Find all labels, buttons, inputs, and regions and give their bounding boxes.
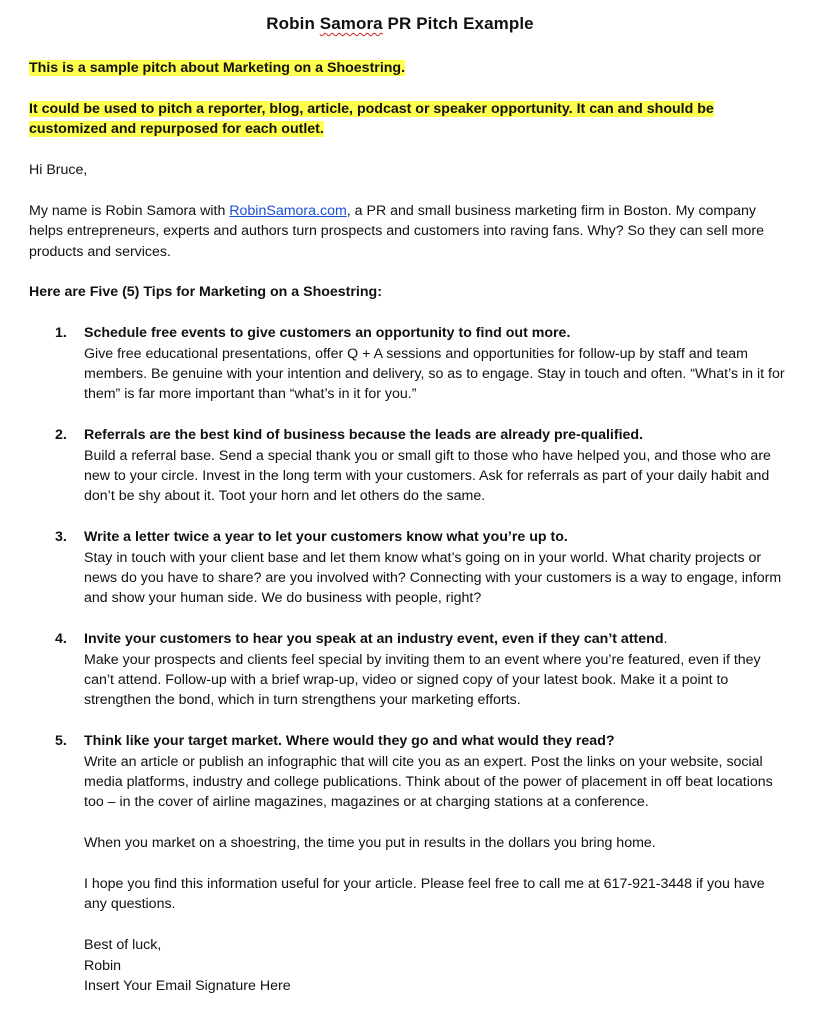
tip-title: Invite your customers to hear you speak at an industry event, even if they can’t attend	[84, 631, 664, 648]
website-link[interactable]: RobinSamora.com	[229, 202, 347, 219]
tip-body: Make your prospects and clients feel special by inviting them to an event where you’re featured, even if they can’t attend. Follow-up with a brief wrap-up, video or signed copy of your latest book. Make it a point to strengthen the bond, which in turn strengthens your marketing efforts.	[84, 651, 761, 709]
greeting: Hi Bruce,	[29, 162, 88, 178]
document-body	[29, 58, 789, 997]
tip-title: Write a letter twice a year to let your customers know what you’re up to.	[84, 529, 568, 546]
signoff: Best of luck,	[84, 937, 162, 954]
tip-item	[29, 629, 789, 711]
signature-placeholder: Insert Your Email Signature Here	[84, 978, 291, 995]
highlight-text-1: This is a sample pitch about Marketing on a Shoestring.	[29, 60, 406, 76]
document-title	[0, 14, 800, 34]
intro-after-link: , a PR and small business marketing firm in Boston. My company helps entrepreneurs, experts and authors turn prospects and customers into raving fans. Why? So they can sell more products and services.	[29, 202, 764, 260]
tip-number: 4.	[55, 631, 67, 648]
tip-title-suffix: .	[663, 631, 668, 648]
title-spellcheck-word: Samora	[319, 14, 383, 33]
intro-paragraph	[29, 201, 789, 262]
tips-heading: Here are Five (5) Tips for Marketing on a Shoestring:	[29, 284, 382, 301]
signature-name: Robin	[84, 957, 122, 974]
highlight-text-2: It could be used to pitch a reporter, blog, article, podcast or speaker opportunity. It can and should be customized and repurposed for each outlet.	[29, 100, 714, 138]
tip-item	[29, 527, 789, 609]
tip-number: 2.	[55, 427, 67, 444]
tip-title: Schedule free events to give customers an opportunity to find out more.	[84, 325, 571, 342]
tip-title-line	[84, 629, 789, 649]
intro-before-link: My name is Robin Samora with	[29, 202, 230, 219]
tip-item	[29, 323, 789, 405]
tip-number: 5.	[55, 733, 67, 750]
tip-body: Write an article or publish an infographic that will cite you as an expert. Post the links on your website, social media platforms, industry and college publications. Think about of the power of placement in off beat locations too – in the cover of airline magazines, magazines or at charging stations at a conference.	[84, 753, 773, 811]
tip-body: Give free educational presentations, offer Q + A sessions and opportunities for follow-up by staff and team members. Be genuine with your intention and delivery, so as to engage. Stay in touch and often. “What’s in it for them” is far more important than “what’s in it for you.”	[84, 345, 785, 403]
closing-statement: When you market on a shoestring, the time you put in results in the dollars you bring home.	[84, 835, 656, 852]
highlight-intro	[29, 58, 789, 78]
title-post: PR Pitch Example	[382, 14, 534, 33]
tip-number: 1.	[55, 325, 67, 342]
tip-title: Referrals are the best kind of business because the leads are already pre-qualified.	[84, 427, 644, 444]
closing-contact: I hope you find this information useful for your article. Please feel free to call me at 617-921-3448 if you have any questions.	[84, 876, 765, 913]
tip-title: Think like your target market. Where would they go and what would they read?	[84, 733, 615, 750]
tip-body: Build a referral base. Send a special thank you or small gift to those who have helped you, and those who are new to your circle. Invest in the long term with your customers. Ask for referrals as part of your daily habit and don’t be shy about it. Toot your horn and let others do the same.	[84, 447, 771, 505]
tip-item	[29, 425, 789, 507]
tips-list	[29, 323, 789, 813]
highlight-usage	[29, 99, 789, 140]
tip-body: Stay in touch with your client base and let them know what’s going on in your world. What charity projects or news do you have to share? are you involved with? Connecting with your customers is a way to engage, inform and show your human side. We do business with people, right?	[84, 549, 782, 607]
title-pre: Robin	[266, 14, 320, 33]
tip-item	[29, 731, 789, 813]
tip-number: 3.	[55, 529, 67, 546]
